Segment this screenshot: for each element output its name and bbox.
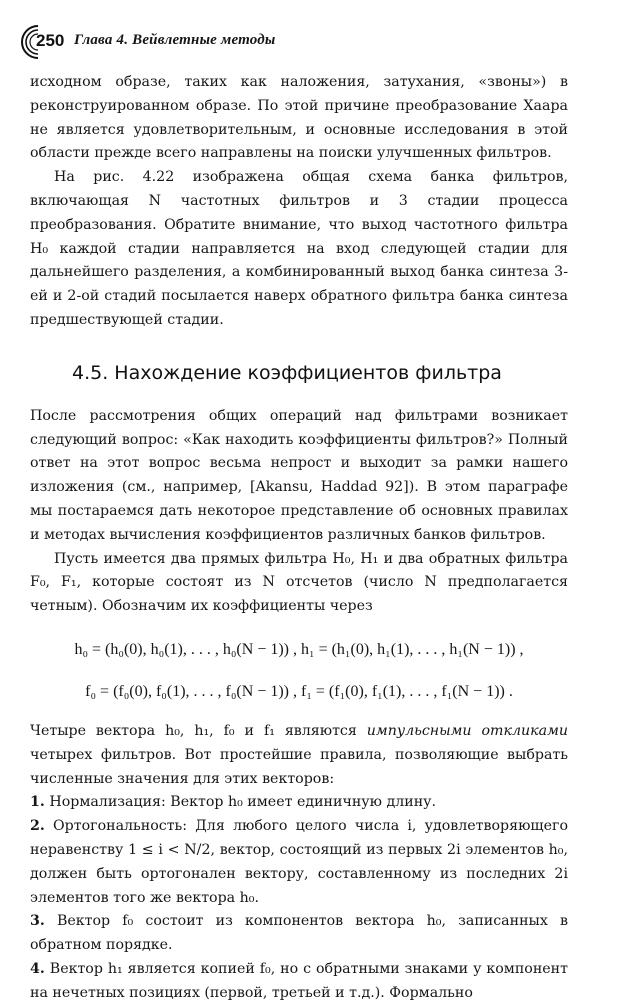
rule-number: 1. — [30, 794, 45, 811]
rule-text: Вектор f₀ состоит из компонентов вектора h₀, записанных в обратном порядке. — [30, 913, 568, 954]
p5-before: Четыре вектора h₀, h₁, f₀ и f₁ являются — [30, 722, 367, 739]
rule-list-item — [30, 958, 568, 1006]
rule-text: Нормализация: Вектор h₀ имеет единичную длину. — [44, 794, 437, 811]
paragraph-continuation: исходном образе, таких как наложения, затухания, «звоны») в реконструированном образе. По этой причине преобразование Хаара не является удовлетворительным, и основные исследования в этой области прежде всего направлены на поиски улучшенных фильтров. — [30, 74, 568, 162]
paragraph-section-intro: После рассмотрения общих операций над фильтрами возникает следующий вопрос: «Как находить коэффициенты фильтров?» Полный ответ на этот вопрос весьма непрост и выходит за рамки нашего изложения (см., например, [Akansu, Haddad 92]). В этом параграфе мы постараемся дать некоторое представление об основных правилах и методах вычисления коэффициентов различных банков фильтров. — [30, 407, 568, 543]
rule-text: Ортогональность: Для любого целого числа i, удовлетворяющего неравенству 1 ≤ i < N/2, вектор, состоящий из первых 2i элементов h₀, должен быть ортогонален вектору, составленному из последних 2i элементов того же вектора h₀. — [30, 818, 568, 906]
paragraph-filters-definition: Пусть имеется два прямых фильтра H₀, H₁ и два обратных фильтра F₀, F₁, которые состоят из N отсчетов (число N предполагается четным). Обозначим их коэффициенты через — [30, 550, 568, 615]
equation-f-vectors: f₀ = (f₀(0), f₀(1), . . . , f₀(N − 1)) , f₁ = (f₁(0), f₁(1), . . . , f₁(N − 1)) . — [85, 682, 513, 700]
paragraph-filter-bank: На рис. 4.22 изображена общая схема банка фильтров, включающая N частотных фильтров и 3 стадии процесса преобразования. Обратите внимание, что выход частотного фильтра H₀ каждой стадии направляется на вход следующей стадии для дальнейшего разделения, а комбинированный выход банка синтеза 3-ей и 2-ой стадий посылается наверх обратного фильтра банка синтеза предшествующей стадии. — [30, 169, 568, 328]
rule-list-item — [30, 791, 568, 815]
rule-number: 4. — [30, 960, 45, 977]
rule-list-item — [30, 910, 568, 958]
rule-list-item — [30, 815, 568, 910]
p5-emphasis: импульсными откликами — [366, 722, 568, 739]
rule-text: Вектор h₁ является копией f₀, но с обратными знаками у компонент на нечетных позициях (первой, третьей и т.д.). Формально — [30, 960, 568, 1001]
rule-number: 3. — [30, 913, 45, 930]
p5-after: четырех фильтров. Вот простейшие правила, позволяющие выбрать численные значения для этих векторов: — [30, 746, 568, 787]
page-body — [30, 71, 568, 1006]
page-number: 250 — [36, 31, 65, 50]
page-header — [12, 22, 612, 62]
section-heading: 4.5. Нахождение коэффициентов фильтра — [72, 361, 502, 384]
equation-h-vectors: h₀ = (h₀(0), h₀(1), . . . , h₀(N − 1)) , h₁ = (h₁(0), h₁(1), . . . , h₁(N − 1)) , — [74, 640, 524, 658]
rule-number: 2. — [30, 818, 45, 835]
running-head: Глава 4. Вейвлетные методы — [74, 32, 276, 48]
paragraph-impulse-responses — [30, 720, 568, 791]
